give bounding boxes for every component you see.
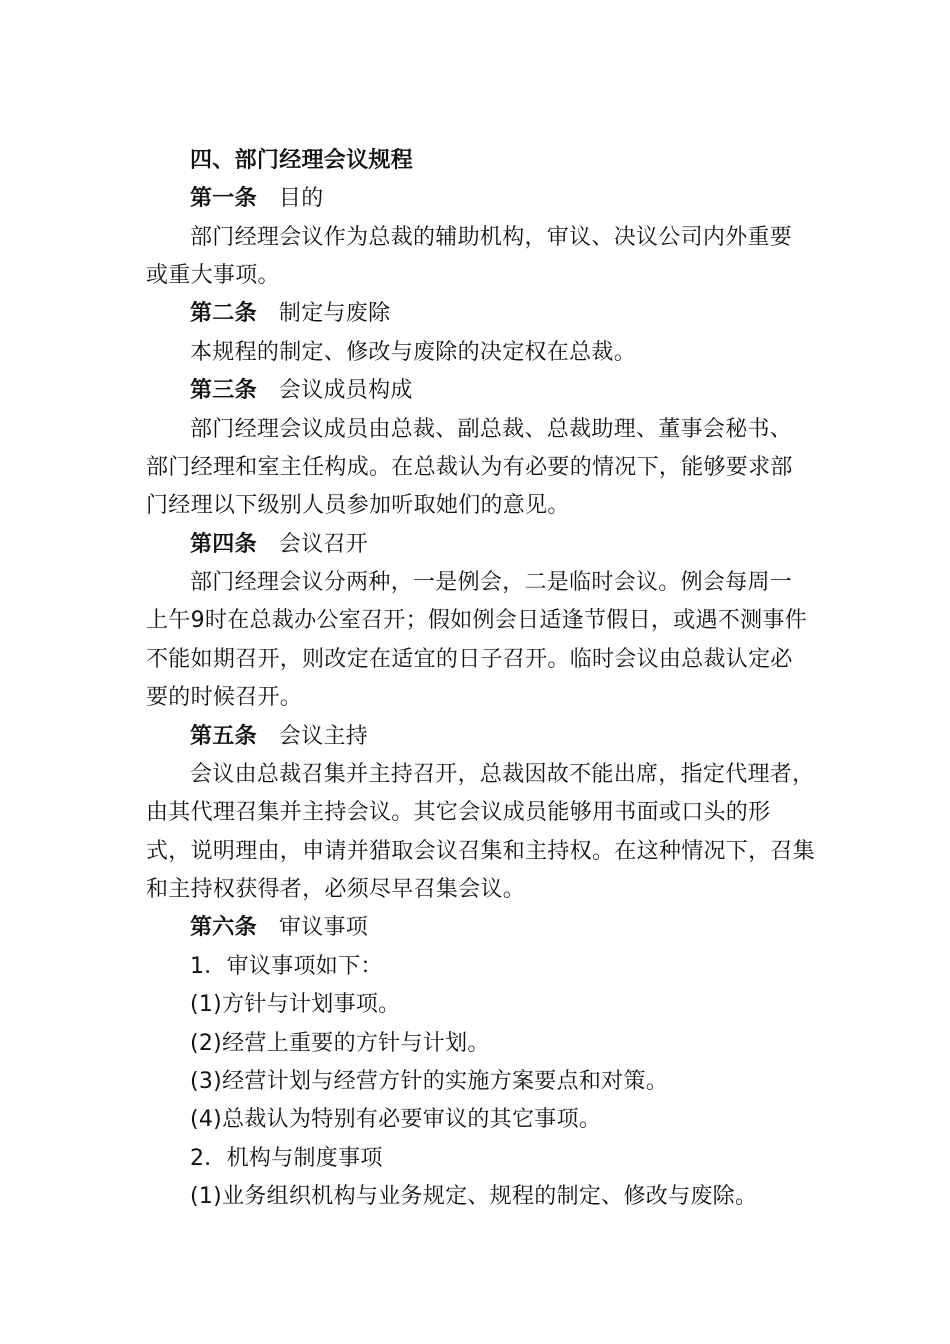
article-heading: [190, 184, 860, 214]
paragraph-line: 由其代理召集并主持会议。其它会议成员能够用书面或口头的形: [146, 800, 771, 825]
list-item: (3)经营计划与经营方针的实施方案要点和对策。: [190, 1069, 669, 1094]
article-heading: [190, 722, 860, 752]
article-title: 会议成员构成: [278, 378, 413, 403]
paragraph-line: 式，说明理由，申请并猎取会议召集和主持权。在这种情况下，召集: [146, 839, 816, 864]
list-item: 1．审议事项如下：: [190, 954, 383, 979]
article-title: 会议召开: [278, 532, 369, 557]
paragraph-line: 部门经理和室主任构成。在总裁认为有必要的情况下，能够要求部: [146, 455, 793, 480]
paragraph-line: 本规程的制定、修改与废除的决定权在总裁。: [190, 340, 637, 365]
article-number: 第三条: [190, 378, 257, 403]
list-item: (1)方针与计划事项。: [190, 992, 401, 1017]
paragraph-line: 和主持权获得者，必须尽早召集会议。: [146, 877, 526, 902]
paragraph-line: 部门经理会议作为总裁的辅助机构，审议、决议公司内外重要: [190, 225, 793, 250]
list-item: (1)业务组织机构与业务规定、规程的制定、修改与废除。: [190, 1184, 758, 1209]
list-item: (2)经营上重要的方针与计划。: [190, 1031, 490, 1056]
article-number: 第二条: [190, 301, 257, 326]
article-number: 第六条: [190, 915, 257, 940]
paragraph-line: 门经理以下级别人员参加听取她们的意见。: [146, 493, 570, 518]
article-title: 目的: [278, 186, 324, 211]
paragraph-line: 部门经理会议分两种，一是例会，二是临时会议。例会每周一: [190, 570, 793, 595]
paragraph-line: 会议由总裁召集并主持召开，总裁因故不能出席，指定代理者，: [190, 762, 815, 787]
article-number: 第四条: [190, 532, 257, 557]
paragraph-line: 不能如期召开，则改定在适宜的日子召开。临时会议由总裁认定必: [146, 647, 793, 672]
article-title: 会议主持: [278, 724, 369, 749]
article-title: 制定与废除: [278, 301, 391, 326]
article-heading: [190, 913, 860, 943]
list-item: (4)总裁认为特别有必要审议的其它事项。: [190, 1107, 602, 1132]
article-heading: [190, 530, 860, 560]
article-title: 审议事项: [278, 915, 369, 940]
article-number: 第一条: [190, 186, 257, 211]
paragraph-line: 部门经理会议成员由总裁、副总裁、总裁助理、董事会秘书、: [190, 417, 793, 442]
list-item: 2．机构与制度事项: [190, 1146, 383, 1171]
paragraph-line: 或重大事项。: [146, 263, 280, 288]
article-number: 第五条: [190, 724, 257, 749]
article-heading: [190, 376, 860, 406]
section-title: 四、部门经理会议规程: [190, 148, 414, 173]
paragraph-line: 上午9时在总裁办公室召开；假如例会日适逢节假日，或遇不测事件: [146, 608, 807, 633]
article-heading: [190, 299, 860, 329]
paragraph-line: 要的时候召开。: [146, 685, 303, 710]
